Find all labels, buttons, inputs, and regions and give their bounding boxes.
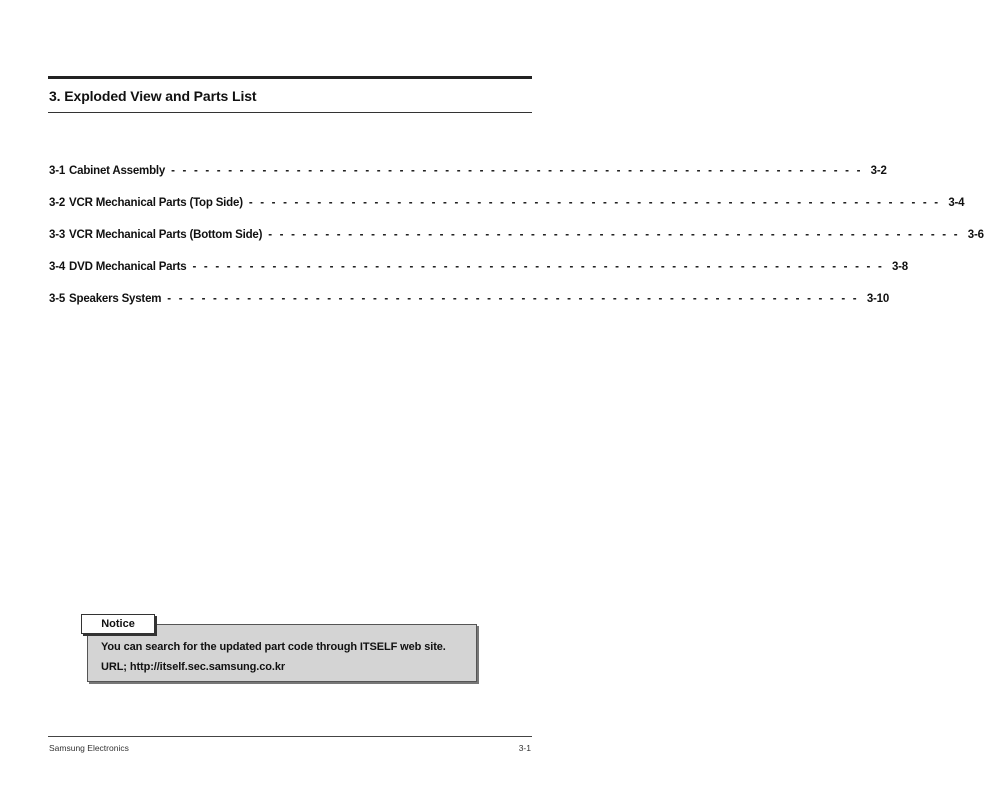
toc-page-number: 3-2 [870,165,887,177]
toc-leader-dots: - - - - - - - - - - - - - - - - - - - - - - - - - - - - - - - - - - - - - - - - - - - - - - - - - - - - - - - - - - - - - [248,197,941,209]
toc-page-number: 3-6 [967,229,984,241]
notice-label: Notice [81,614,155,634]
toc-leader-dots: - - - - - - - - - - - - - - - - - - - - - - - - - - - - - - - - - - - - - - - - - - - - - - - - - - - - - - - - - - - - - [268,229,960,241]
toc-page-number: 3-8 [891,261,909,273]
footer-company: Samsung Electronics [49,743,129,753]
toc-number: 3-2 [49,197,66,209]
toc-page-number: 3-10 [866,293,890,305]
header-top-rule [48,76,532,79]
toc-number: 3-3 [49,229,66,241]
footer-rule [48,736,532,737]
toc-number: 3-1 [49,165,66,177]
page-title: 3. Exploded View and Parts List [49,88,257,104]
notice-url: URL; http://itself.sec.samsung.co.kr [101,661,286,673]
toc-entry[interactable] [49,197,965,229]
header-bottom-rule [48,112,532,113]
toc-label: VCR Mechanical Parts (Top Side) [69,197,243,209]
toc-entry[interactable] [49,293,890,325]
toc-entry[interactable] [49,229,984,261]
table-of-contents [49,165,984,325]
toc-entry[interactable] [49,261,909,293]
toc-leader-dots: - - - - - - - - - - - - - - - - - - - - - - - - - - - - - - - - - - - - - - - - - - - - - - - - - - - - - - - - - - - - - [167,293,859,305]
toc-leader-dots: - - - - - - - - - - - - - - - - - - - - - - - - - - - - - - - - - - - - - - - - - - - - - - - - - - - - - - - - - - - - - [192,261,884,273]
toc-label: Speakers System [69,293,162,305]
toc-label: Cabinet Assembly [69,165,166,177]
toc-number: 3-4 [49,261,66,273]
toc-label: VCR Mechanical Parts (Bottom Side) [69,229,263,241]
toc-label: DVD Mechanical Parts [69,261,187,273]
toc-entry[interactable] [49,165,887,197]
notice-text: You can search for the updated part code through ITSELF web site. [101,641,446,653]
toc-page-number: 3-4 [948,197,965,209]
toc-number: 3-5 [49,293,66,305]
toc-leader-dots: - - - - - - - - - - - - - - - - - - - - - - - - - - - - - - - - - - - - - - - - - - - - - - - - - - - - - - - - - - - - - [171,165,863,177]
footer-page-number: 3-1 [518,743,531,753]
